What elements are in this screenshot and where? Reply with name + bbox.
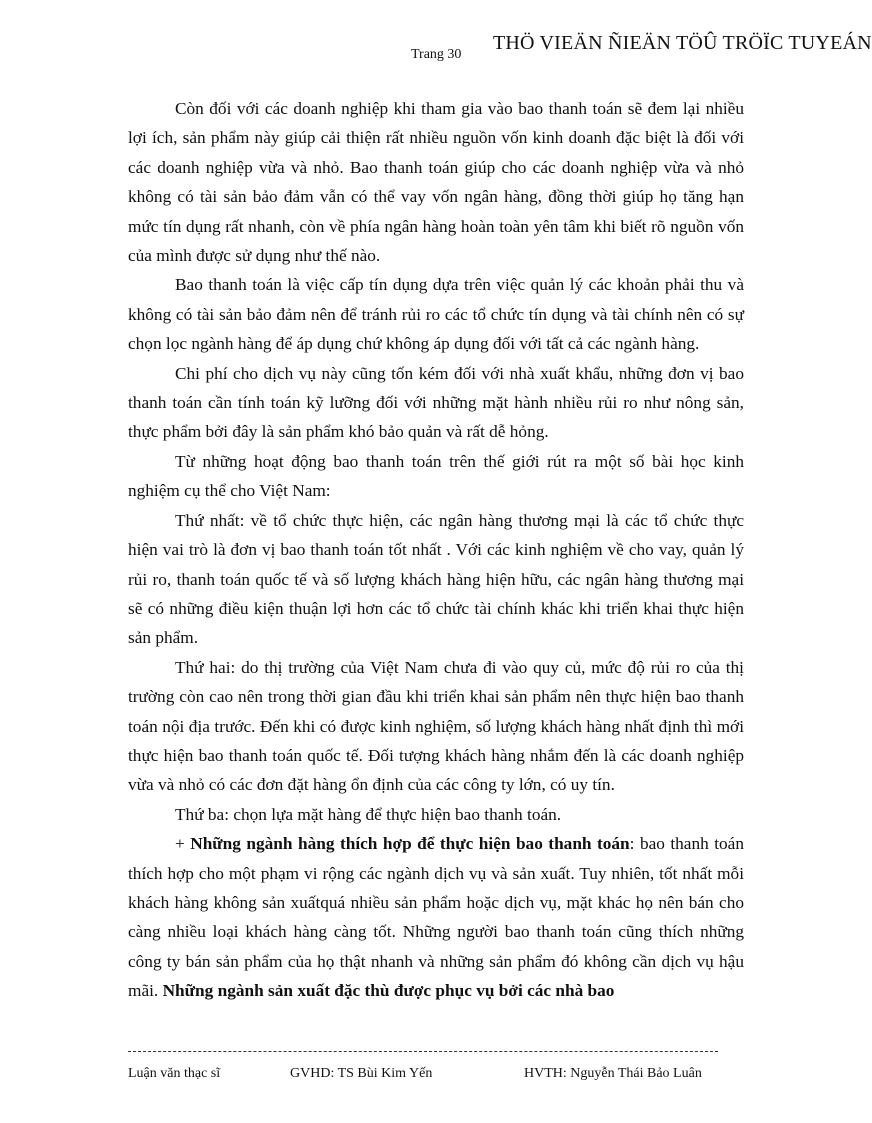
paragraph-3: Chi phí cho dịch vụ này cũng tốn kém đối với nhà xuất khẩu, những đơn vị bao thanh toán cần tính toán kỹ lưỡng đối với những mặt hành nhiều rủi ro như nông sản, thực phẩm bởi đây là sản phẩm khó bảo quản và rất dễ hỏng. — [128, 363, 744, 442]
paragraph-6: Thứ hai: do thị trường của Việt Nam chưa đi vào quy củ, mức độ rủi ro của thị trường còn cao nên trong thời gian đầu khi triển khai sản phẩm nên thực hiện bao thanh toán nội địa trước. Đến khi có được kinh nghiệm, số lượng khách hàng nhất định thì mới thực hiện bao thanh toán quốc tế. Đối tượng khách hàng nhắm đến là các doanh nghiệp vừa và nhỏ có các đơn đặt hàng ổn định của các công ty lớn, có uy tín. — [128, 657, 744, 795]
paragraph-8-text: : bao thanh toán thích hợp cho một phạm vi rộng các ngành dịch vụ và sản xuất. Tuy nhiên, tốt nhất mỗi khách hàng không sản xuấtquá nhiều sản phẩm hoặc dịch vụ, mặt khác họ nên bán cho càng nhiều loại khách hàng càng tốt. Những người bao thanh toán cũng thích những công ty bán sản phẩm của họ thật nhanh và những sản phẩm đó không cần dịch vụ hậu mãi. — [128, 834, 744, 1001]
paragraph-7: Thứ ba: chọn lựa mặt hàng để thực hiện bao thanh toán. — [175, 804, 562, 824]
footer-student: HVTH: Nguyễn Thái Bảo Luân — [524, 1066, 702, 1081]
page-number: Trang 30 — [411, 47, 462, 62]
paragraph-2: Bao thanh toán là việc cấp tín dụng dựa trên việc quản lý các khoản phải thu và không có tài sản bảo đảm nên để tránh rủi ro các tổ chức tín dụng và tài chính nên có sự chọn lọc ngành hàng để áp dụng chứ không áp dụng đối với tất cả các ngành hàng. — [128, 275, 744, 354]
paragraph-4: Từ những hoạt động bao thanh toán trên thế giới rút ra một số bài học kinh nghiệm cụ thể cho Việt Nam: — [128, 451, 744, 501]
document-body — [128, 94, 744, 1006]
paragraph-1: Còn đối với các doanh nghiệp khi tham gia vào bao thanh toán sẽ đem lại nhiều lợi ích, sản phẩm này giúp cải thiện rất nhiều nguồn vốn kinh doanh đặc biệt là đối với các doanh nghiệp vừa và nhỏ. Bao thanh toán giúp cho các doanh nghiệp vừa và nhỏ không có tài sản bảo đảm vẫn có thể vay vốn ngân hàng, đồng thời giúp họ tăng hạn mức tín dụng rất nhanh, còn về phía ngân hàng hoàn toàn yên tâm khi biết rõ nguồn vốn của mình được sử dụng như thế nào. — [128, 99, 744, 266]
bold-trailing-text: Những ngành sản xuất đặc thù được phục vụ bởi các nhà bao — [162, 981, 615, 1001]
footer-thesis-type: Luận văn thạc sĩ — [128, 1066, 221, 1081]
bullet-prefix: + — [175, 834, 191, 854]
footer-divider — [128, 1051, 718, 1052]
paragraph-5: Thứ nhất: về tổ chức thực hiện, các ngân hàng thương mại là các tổ chức thực hiện vai trò là đơn vị bao thanh toán tốt nhất . Với các kinh nghiệm về cho vay, quản lý rủi ro, thanh toán quốc tế và số lượng khách hàng hiện hữu, các ngân hàng thương mại sẽ có những điều kiện thuận lợi hơn các tổ chức tài chính khác khi triển khai thực hiện sản phẩm. — [128, 510, 744, 648]
header-title: THÖ VIEÄN ÑIEÄN TÖÛ TRÖÏC TUYEÁN — [493, 32, 872, 54]
bold-heading: Những ngành hàng thích hợp để thực hiện bao thanh toán — [190, 834, 630, 854]
footer-advisor: GVHD: TS Bùi Kim Yến — [290, 1066, 433, 1081]
paragraph-8 — [128, 829, 744, 1005]
